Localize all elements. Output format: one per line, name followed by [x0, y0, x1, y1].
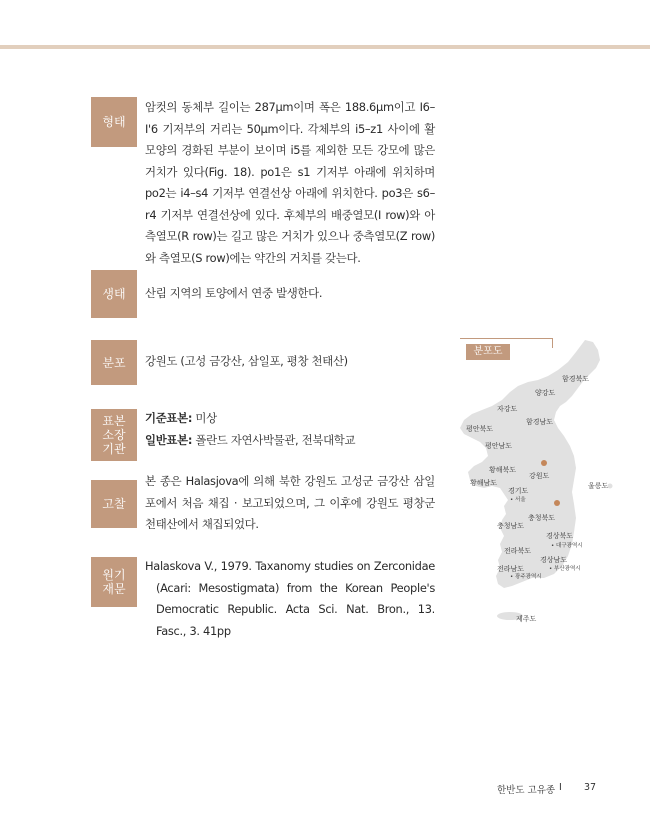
map-label-gwangju: 광주광역시 [515, 574, 542, 580]
distribution-map [460, 338, 630, 633]
map-label-region: 함경북도 [562, 375, 590, 383]
general-specimen-label: 일반표본: [145, 432, 193, 447]
map-label-region: 평안남도 [485, 442, 513, 450]
section-ecology [145, 283, 435, 305]
map-label-region: 함경남도 [526, 418, 554, 426]
map-label-region: 충청남도 [497, 522, 525, 530]
map-label-region: 양강도 [535, 389, 556, 397]
map-label-region: 황해북도 [489, 466, 517, 474]
section-original [145, 556, 435, 642]
section-label-distribution: 분포 [91, 340, 137, 385]
map-label-region: • 대구광역시 [551, 543, 583, 549]
section-specimen [145, 408, 435, 451]
type-specimen-label: 기준표본: [145, 411, 193, 425]
type-specimen-value: 미상 [192, 411, 217, 425]
section-remarks [145, 471, 435, 536]
map-badge: 분포도 [466, 344, 510, 360]
record-dot-geumgangsan [541, 460, 547, 466]
section-label-ecology: 생태 [91, 270, 137, 318]
map-label-region: 경상남도 [540, 556, 568, 564]
section-distribution [145, 351, 435, 373]
map-label-region: 자강도 [497, 405, 518, 413]
map-label-busan: 부산광역시 [554, 566, 581, 572]
map-label-region: 충청북도 [528, 514, 556, 522]
footer-separator: I [559, 782, 562, 793]
map-label-daegu: 대구광역시 [556, 543, 583, 549]
record-dot-cheontaesan [554, 500, 560, 506]
remarks-text: 본 종은 Halasjova에 의해 북한 강원도 고성군 금강산 삼일포에서 처음 채집 · 보고되었으며, 그 이후에 강원도 평창군 천태산에서 채집되었다. [145, 474, 435, 531]
footer-book-title: 한반도 고유종 [497, 785, 556, 796]
specimen-general-line [145, 430, 435, 452]
map-label-region: 강원도 [529, 472, 550, 480]
map-label-region: • 서울 [510, 497, 526, 503]
ecology-text: 산림 지역의 토양에서 연중 발생한다. [145, 286, 323, 300]
form-text: 암컷의 동체부 길이는 287μm이며 폭은 188.6μm이고 I6–I'6 기저부의 거리는 50μm이다. 각체부의 i5–z1 사이에 활 모양의 경화된 부분이 보이며 i5를 제외한 모든 강모에 많은 거치가 있다(Fig. 18). po1은 s1 기저부 아래에 위치하며 po2는 i4–s4 기저부 연결선상 아래에 위치한다. po3은 s6–r4 기저부 연결선상에 있다. 후체부의 배중열모(I row)와 아측열모(R row)는 길고 많은 거치가 있으나 중측열모(Z row)와 측열모(S row)에는 약간의 거치를 갖는다. [145, 100, 435, 265]
section-label-original: 원기 재문 [91, 557, 137, 607]
map-label-region: 경기도 [508, 487, 529, 495]
map-label-region: 울릉도 [588, 482, 609, 490]
section-form [145, 97, 435, 269]
section-label-specimen: 표본 소장 기관 [91, 409, 137, 461]
map-label-region: 경상북도 [546, 532, 574, 540]
page-number: 37 [584, 782, 597, 793]
map-label-region: 평안북도 [466, 425, 494, 433]
specimen-type-line [145, 408, 435, 430]
map-label-region: • 광주광역시 [510, 574, 542, 580]
map-label-region: 황해남도 [470, 479, 498, 487]
original-citation: Halaskova V., 1979. Taxanomy studies on Zerconidae (Acari: Mesostigmata) from the Korean People's Democratic Republic. Acta Sci. Nat. Bron., 13. Fasc., 3. 41pp [145, 559, 435, 638]
general-specimen-value: 폴란드 자연사박물관, 전북대학교 [192, 432, 356, 447]
map-label-region: 전라북도 [504, 547, 532, 555]
section-label-form: 형태 [91, 97, 137, 147]
map-label-region: 제주도 [516, 615, 537, 623]
top-rule [0, 45, 650, 49]
map-label-seoul: 서울 [515, 497, 526, 503]
map-label-region: • 부산광역시 [549, 566, 581, 572]
distribution-text: 강원도 (고성 금강산, 삼일포, 평창 천태산) [145, 354, 348, 368]
map-label-region: 전라남도 [497, 565, 525, 573]
section-label-remarks: 고찰 [91, 480, 137, 528]
